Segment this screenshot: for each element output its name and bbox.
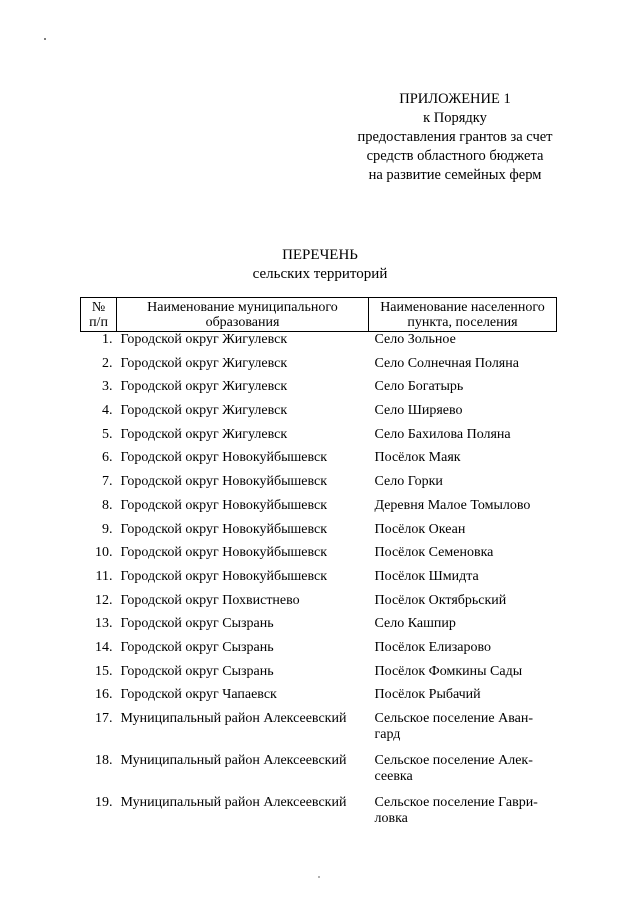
- row-municipality: Муниципальный район Алексеевский: [120, 711, 347, 726]
- table-row: [81, 522, 557, 546]
- table-row: [81, 332, 557, 356]
- row-number: 2.: [102, 355, 113, 371]
- row-number: 7.: [102, 474, 113, 490]
- table-row: [81, 664, 557, 688]
- row-settlement: Посёлок Фомкины Сады: [374, 663, 523, 679]
- row-settlement: Сельское поселение Гаври-ловка: [374, 795, 538, 826]
- table-body: [81, 332, 557, 838]
- row-municipality: Городской округ Новокуйбышевск: [120, 545, 328, 561]
- row-municipality: Городской округ Новокуйбышевск: [120, 568, 328, 584]
- row-municipality: Городской округ Жигулевск: [120, 332, 288, 347]
- row-settlement: Село Зольное: [374, 332, 456, 347]
- table-row: [81, 616, 557, 640]
- row-municipality: Муниципальный район Алексеевский: [120, 753, 347, 768]
- row-number: 19.: [95, 795, 113, 810]
- row-municipality: Городской округ Сызрань: [120, 639, 274, 655]
- row-number: 3.: [102, 379, 113, 395]
- table-row: [81, 545, 557, 569]
- row-number: 9.: [102, 521, 113, 537]
- row-number: 11.: [95, 568, 113, 584]
- table-row: [81, 569, 557, 593]
- row-municipality: Городской округ Сызрань: [120, 663, 274, 679]
- scan-speck: [318, 876, 320, 878]
- table-row: [81, 403, 557, 427]
- row-municipality: Городской округ Жигулевск: [120, 355, 288, 371]
- row-number: 18.: [95, 753, 113, 768]
- table-row: [81, 711, 557, 753]
- row-municipality: Муниципальный район Алексеевский: [120, 795, 347, 810]
- title-main: ПЕРЕЧЕНЬ: [282, 247, 358, 263]
- scan-speck: [44, 38, 46, 40]
- row-municipality: Городской округ Сызрань: [120, 616, 274, 632]
- row-settlement: Посёлок Шмидта: [374, 568, 479, 584]
- row-settlement: Посёлок Маяк: [374, 450, 461, 466]
- table-row: [81, 593, 557, 617]
- row-settlement: Село Бахилова Поляна: [374, 426, 511, 442]
- row-number: 15.: [95, 663, 113, 679]
- row-municipality: Городской округ Новокуйбышевск: [120, 497, 328, 513]
- row-municipality: Городской округ Жигулевск: [120, 403, 288, 419]
- title-sub: сельских территорий: [252, 266, 388, 282]
- row-number: 5.: [102, 426, 113, 442]
- row-settlement: Село Горки: [374, 474, 443, 490]
- annex-line: ПРИЛОЖЕНИЕ 1: [399, 91, 511, 107]
- table-row: [81, 356, 557, 380]
- table-row: [81, 498, 557, 522]
- row-settlement: Посёлок Октябрьский: [374, 592, 507, 608]
- row-municipality: Городской округ Жигулевск: [120, 379, 288, 395]
- row-settlement: Село Ширяево: [374, 403, 463, 419]
- annex-line: к Порядку: [423, 110, 487, 126]
- annex-line: на развитие семейных ферм: [368, 167, 542, 183]
- row-settlement: Сельское поселение Алек-сеевка: [374, 753, 533, 784]
- header-num: № п/п: [81, 298, 117, 332]
- row-number: 6.: [102, 450, 113, 466]
- row-number: 8.: [102, 497, 113, 513]
- row-number: 13.: [95, 616, 113, 632]
- document-title: [0, 246, 640, 284]
- table-row: [81, 687, 557, 711]
- row-settlement: Посёлок Океан: [374, 521, 466, 537]
- row-municipality: Городской округ Новокуйбышевск: [120, 521, 328, 537]
- table-header-row: [81, 298, 557, 332]
- table-row: [81, 753, 557, 795]
- annex-line: средств областного бюджета: [366, 148, 544, 164]
- row-municipality: Городской округ Новокуйбышевск: [120, 450, 328, 466]
- row-municipality: Городской округ Чапаевск: [120, 687, 277, 703]
- row-municipality: Городской округ Жигулевск: [120, 426, 288, 442]
- annex-line: предоставления грантов за счет: [357, 129, 553, 145]
- table-row: [81, 450, 557, 474]
- row-municipality: Городской округ Новокуйбышевск: [120, 474, 328, 490]
- row-settlement: Деревня Малое Томылово: [374, 497, 531, 513]
- table-row: [81, 474, 557, 498]
- row-number: 17.: [95, 711, 113, 726]
- table-row: [81, 795, 557, 837]
- row-number: 12.: [95, 592, 113, 608]
- row-settlement: Село Солнечная Поляна: [374, 355, 519, 371]
- row-municipality: Городской округ Похвистнево: [120, 592, 300, 608]
- annex-header: [330, 90, 580, 185]
- table-row: [81, 640, 557, 664]
- table-row: [81, 379, 557, 403]
- row-settlement: Село Кашпир: [374, 616, 456, 632]
- row-settlement: Посёлок Елизарово: [374, 639, 491, 655]
- header-settlement: Наименование населенного пункта, поселения: [369, 298, 557, 332]
- header-municipality: Наименование муниципального образования: [117, 298, 369, 332]
- row-settlement: Посёлок Семеновка: [374, 545, 494, 561]
- row-settlement: Посёлок Рыбачий: [374, 687, 481, 703]
- table-row: [81, 427, 557, 451]
- row-number: 1.: [102, 332, 113, 347]
- row-number: 10.: [95, 545, 113, 561]
- row-settlement: Сельское поселение Аван-гард: [374, 711, 534, 742]
- row-number: 4.: [102, 403, 113, 419]
- row-number: 14.: [95, 639, 113, 655]
- territories-table: [80, 297, 557, 837]
- row-settlement: Село Богатырь: [374, 379, 464, 395]
- row-number: 16.: [95, 687, 113, 703]
